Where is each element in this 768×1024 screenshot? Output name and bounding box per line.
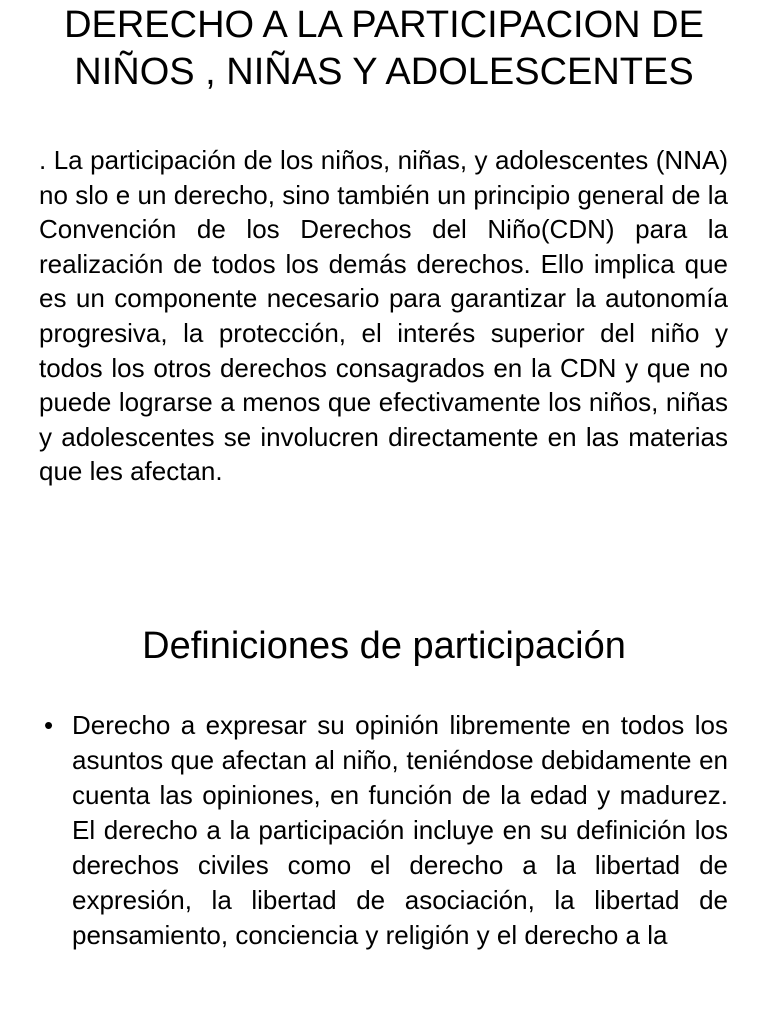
section-title: Definiciones de participación xyxy=(142,625,626,667)
bullet-icon: • xyxy=(44,710,54,740)
intro-paragraph: . La participación de los niños, niñas, y adolescentes (NNA) no slo e un derecho, sino también un principio general de la Convención de los Derechos del Niño(CDN) para la realización de todos los demás derechos. Ello implica que es un componente necesario para garantizar la autonomía progresiva, la protección, el interés superior del niño y todos los otros derechos consagrados en la CDN y que no puede lograrse a menos que efectivamente los niños, niñas y adolescentes se involucren directamente en las materias que les afectan. xyxy=(39,145,728,487)
bullet-text: Derecho a expresar su opinión libremente en todos los asuntos que afectan al niño, teniéndose debidamente en cuenta las opiniones, en función de la edad y madurez. El derecho a la participación incluye en su definición los derechos civiles como el derecho a la libertad de expresión, la libertad de asociación, la libertad de pensamiento, conciencia y religión y el derecho a la xyxy=(72,710,728,950)
definitions-list xyxy=(39,708,728,953)
list-item xyxy=(39,708,728,953)
document-title: DERECHO A LA PARTICIPACION DE NIÑOS , NIÑAS Y ADOLESCENTES xyxy=(64,4,704,93)
